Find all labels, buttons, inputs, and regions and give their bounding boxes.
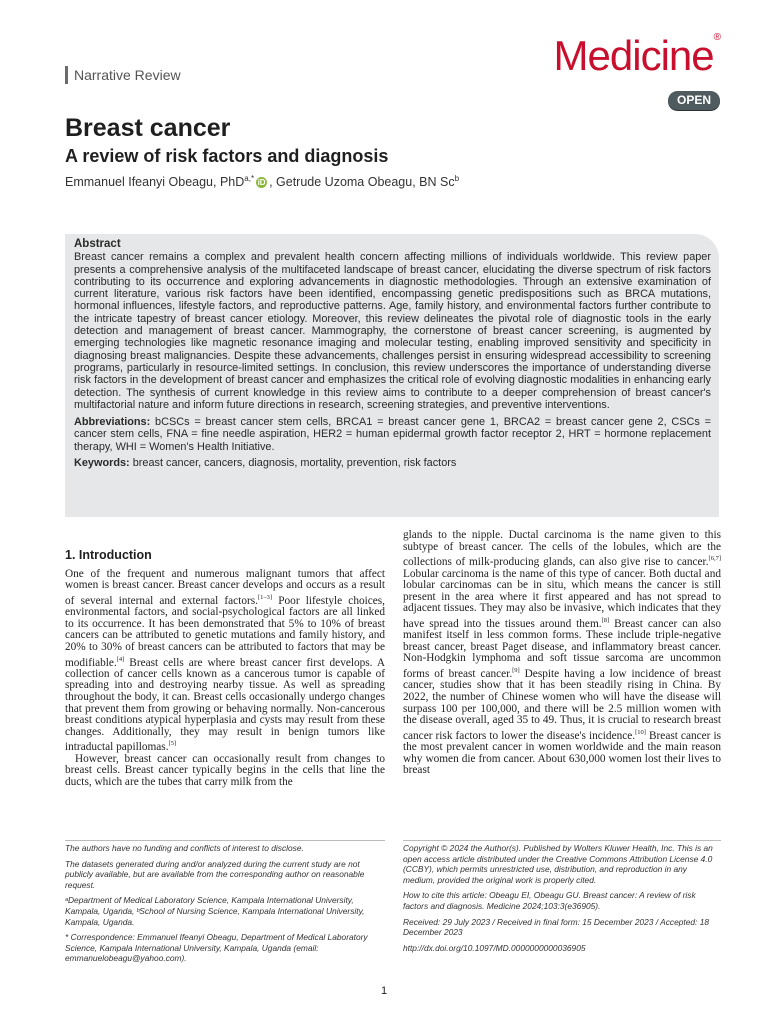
author-1: Emmanuel Ifeanyi Obeagu, PhD <box>65 175 245 190</box>
footnote-funding: The authors have no funding and conflicts of interest to disclose. <box>65 843 304 853</box>
footnote-copyright: Copyright © 2024 the Author(s). Published by Wolters Kluwer Health, Inc. This is an open access article distributed under the Creative Commons Attribution License 4.0 (CCBY), which permits unrestricted use, distribution, and reproduction in any medium, provided the original work is properly cited. <box>403 843 713 885</box>
section-heading-introduction: 1. Introduction <box>65 548 152 562</box>
footnote-dates: Received: 29 July 2023 / Received in final form: 15 December 2023 / Accepted: 18 December 2023 <box>403 916 710 938</box>
citation-link[interactable]: [8] <box>601 616 610 624</box>
author-2-affiliation: b <box>454 174 460 183</box>
keywords-label: Keywords: <box>74 457 130 470</box>
citation-link[interactable]: [9] <box>512 667 520 675</box>
citation-link[interactable]: [6,7] <box>708 555 721 563</box>
text-run: glands to the nipple. Ductal carcinoma is the name given to this subtype of breast cancer. The cells of the lobules, which are the collections of milk-producing glands, can also give rise to cancer. <box>403 529 721 568</box>
footnotes-right <box>403 843 721 958</box>
body-column-right <box>403 530 721 777</box>
footnote-data-availability: The datasets generated during and/or analyzed during the current study are not publicly available, but are available from the corresponding author on reasonable request. <box>65 858 365 890</box>
citation-link[interactable]: [1–3] <box>257 593 273 601</box>
open-access-badge[interactable]: OPEN <box>668 91 720 110</box>
footnote-affiliations: ᵃDepartment of Medical Laboratory Science, Kampala International University, Kampala, Uganda, ᵇSchool of Nursing Science, Kampala International University, Kampala, Uganda. <box>65 895 365 927</box>
citation-link[interactable]: [5] <box>168 740 177 748</box>
abstract-heading: Abstract <box>74 238 121 250</box>
text-run: Breast cancer can also manifest itself in less common forms. These include triple-negative breast cancer, breast Paget disease, and inflammatory breast cancer. Non-Hodgkin lymphoma and soft tissue sarcoma are uncommon forms of breast cancer. <box>403 617 721 680</box>
text-run: Poor lifestyle choices, environmental factors, and social-psychological factors are all linked to its occurrence. It has been demonstrated that 5% to 10% of breast cancers can be attributed to genetic mutations and family history, and 20% to 30% of breast cancers can be attributed to factors that may be modifiable. <box>65 594 385 669</box>
registered-mark: ® <box>713 32 720 43</box>
footnote-divider <box>403 840 721 841</box>
article-subtitle: A review of risk factors and diagnosis <box>65 146 389 166</box>
abbreviations-label: Abbreviations: <box>74 416 151 429</box>
text-run: Breast cancer is the most prevalent cancer in women worldwide and the main reason why women die from cancer. About 630,000 women lost their lives to breast <box>403 729 721 777</box>
abstract-text: Breast cancer remains a complex and prevalent health concern affecting millions of individuals worldwide. This review paper presents a comprehensive analysis of the multifaceted landscape of breast cancer, elucidating the diverse spectrum of risk factors contributing to its occurrence and exploring advancements in diagnostic methodologies. Through an extensive examination of current literature, various risk factors have been identified, encompassing genetic predispositions such as BRCA mutations, hormonal influences, lifestyle factors, and reproductive patterns. Age, family history, and environmental factors further contribute to the intricate tapestry of breast cancer etiology. Moreover, this review delineates the pivotal role of diagnostic tools in the early detection and management of breast cancer. Mammography, the cornerstone of breast cancer screening, is augmented by emerging technologies like magnetic resonance imaging and molecular testing, enabling improved sensitivity and specificity in diagnosing breast malignancies. Despite these advancements, challenges persist in ensuring widespread accessibility to screening programs, particularly in resource-limited settings. In conclusion, this review underscores the importance of understanding diverse risk factors in the development of breast cancer and emphasizes the critical role of evolving diagnostic modalities in enhancing early detection. The synthesis of current knowledge in this review aims to contribute to a deeper comprehension of breast cancer's multifactorial nature and inform future directions in research, screening strategies, and preventive interventions. <box>74 251 711 411</box>
footnote-divider <box>65 840 385 841</box>
footnote-correspondence[interactable]: * Correspondence: Emmanuel Ifeanyi Obeagu, Department of Medical Laboratory Science, Kampala International University, Kampala, Uganda (email: emmanuelobeagu@yahoo.com). <box>65 932 368 964</box>
footnotes-left <box>65 843 385 969</box>
text-run: Despite having a low incidence of breast cancer, studies show that it has been steadily rising in China. By 2022, the number of Chinese women who will have the disease will surpass 100 per 100,000, and there will be 2.5 million women with the disease overall, aged 35 to 49. Thus, it is crucial to research breast cancer risk factors to lower the disease's incidence. <box>403 667 721 742</box>
page-number: 1 <box>380 985 388 997</box>
citation-link[interactable]: [10] <box>635 728 646 736</box>
paragraph <box>403 530 721 777</box>
orcid-icon[interactable]: iD <box>257 178 266 188</box>
body-column-left <box>65 550 385 789</box>
keywords <box>74 457 711 469</box>
citation-link[interactable]: [4] <box>116 655 125 663</box>
journal-name: Medicine <box>553 32 714 79</box>
paragraph: However, breast cancer can occasionally result from changes to breast cells. Breast cancer typically begins in the cells that line the ducts, which are the tubes that carry milk from the <box>65 752 385 788</box>
author-2: , Getrude Uzoma Obeagu, BN Sc <box>269 175 455 190</box>
paragraph <box>65 569 385 754</box>
text-run: Breast cells are where breast cancer first develops. A collection of cancer cells known as a cancerous tumor is capable of spreading into and destroying nearby tissue. As well as spreading throughout the body, it can. Breast cells occasionally undergo changes that prevent them from growing or behaving normally. Non-cancerous breast conditions atypical hyperplasia and cysts may result from these changes. Additionally, they may result in benign tumors like intraductal papillomas. <box>65 656 385 754</box>
doi-link[interactable]: http://dx.doi.org/10.1097/MD.0000000000036905 <box>403 942 586 953</box>
section-label: Narrative Review <box>65 66 181 84</box>
footnote-citation: How to cite this article: Obeagu EI, Obeagu GU. Breast cancer: A review of risk factors and diagnosis. Medicine 2024;103:3(e36905). <box>403 890 696 911</box>
author-1-affiliation: a,* <box>244 174 255 183</box>
text-run: Lobular carcinoma is the name of this type of cancer. Both ductal and lobular carcinomas can be in situ, which means the cancer is still present in the area where it first appeared and has not spread to adjacent tissues. They may also be invasive, which indicates that they have spread into the tissues around them. <box>403 567 721 630</box>
text-run: One of the frequent and numerous malignant tumors that affect women is breast cancer. Breast cancer develops and occurs as a result of several internal and external factors. <box>65 567 385 607</box>
author-line <box>65 174 459 189</box>
abstract-box <box>65 234 719 517</box>
abbreviations-text: bCSCs = breast cancer stem cells, BRCA1 = breast cancer gene 1, BRCA2 = breast cancer gene 2, CSCs = cancer stem cells, FNA = fine needle aspiration, HER2 = human epidermal growth factor receptor 2, HRT = hormone replacement therapy, WHI = Women's Health Initiative. <box>74 416 711 453</box>
keywords-text: breast cancer, cancers, diagnosis, mortality, prevention, risk factors <box>129 457 457 470</box>
abbreviations <box>74 416 711 453</box>
article-title: Breast cancer <box>65 114 231 142</box>
journal-logo[interactable] <box>554 32 720 80</box>
